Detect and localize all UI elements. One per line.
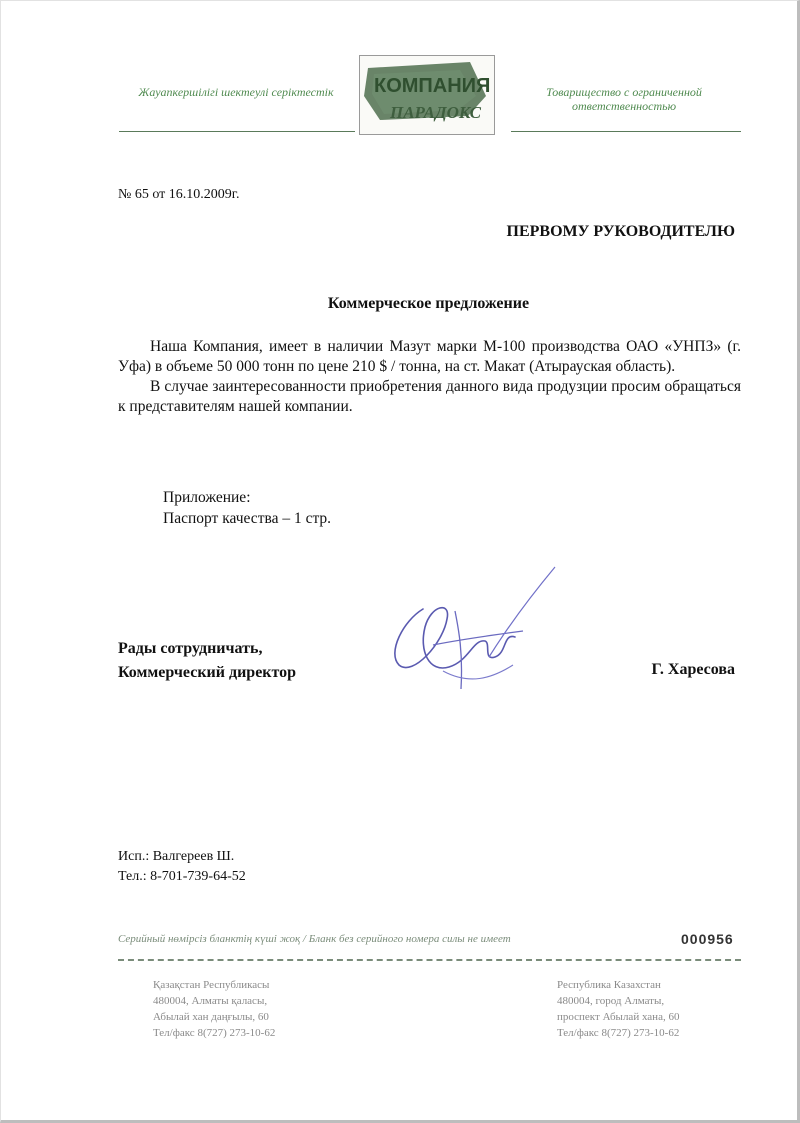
logo-graphic [360,56,494,134]
attachment-item: Паспорт качества – 1 стр. [163,510,332,527]
letterhead-left-rule [119,131,355,132]
closing-greeting: Рады сотрудничать, [118,640,263,657]
letterhead-left-text: Жауапкершілігі шектеулі серіктестік [138,85,334,99]
address-left-line: Қазақстан Республикасы [153,979,270,991]
address-left-line: 480004, Алматы қаласы, [153,995,268,1007]
address-right-line: Республика Казахстан [557,979,661,991]
logo-line2: ПАРАДОКС [390,103,481,122]
body-paragraph-1: Наша Компания, имеет в наличии Мазут марки М-100 производства ОАО «УНПЗ» (г. Уфа) в объеме 50 000 тонн по цене 210 $ / тонна, на ст. Макат (Атырауская область). [118,338,741,375]
address-right-line: проспект Абылай хана, 60 [557,1011,680,1023]
signer-name: Г. Харесова [651,661,735,678]
handwritten-signature [373,561,573,711]
attachment-block [163,487,331,529]
company-logo [359,55,495,135]
attachment-title: Приложение: [163,489,251,506]
letterhead-right-text: Товарищество с ограниченной ответственностью [546,85,702,113]
letter-subject: Коммерческое предложение [327,295,530,312]
closing-position: Коммерческий директор [118,664,297,681]
letter-body [118,337,741,417]
executor-phone: Тел.: 8-701-739-64-52 [118,869,246,884]
address-right-line: Тел/факс 8(727) 273-10-62 [557,1027,680,1039]
serial-number: 000956 [681,931,734,947]
address-left [153,977,275,1041]
address-right [557,977,679,1041]
logo-line1: КОМПАНИЯ [374,75,491,97]
executor-block [118,847,246,887]
serial-note: Серийный нөмірсіз бланктің күші жоқ / Бланк без серийного номера силы не имеет [118,933,511,945]
executor-name: Исп.: Валгереев Ш. [118,849,235,864]
addressee: ПЕРВОМУ РУКОВОДИТЕЛЮ [506,223,735,240]
letterhead-right-rule [511,131,741,132]
closing-block [118,637,296,685]
body-paragraph-2: В случае заинтересованности приобретения данного вида продузции просим обращаться к представителям нашей компании. [118,378,741,415]
footer-rule [118,959,741,961]
document-reference: № 65 от 16.10.2009г. [118,187,240,202]
address-left-line: Абылай хан даңғылы, 60 [153,1011,269,1023]
address-right-line: 480004, город Алматы, [557,995,665,1007]
address-left-line: Тел/факс 8(727) 273-10-62 [153,1027,276,1039]
